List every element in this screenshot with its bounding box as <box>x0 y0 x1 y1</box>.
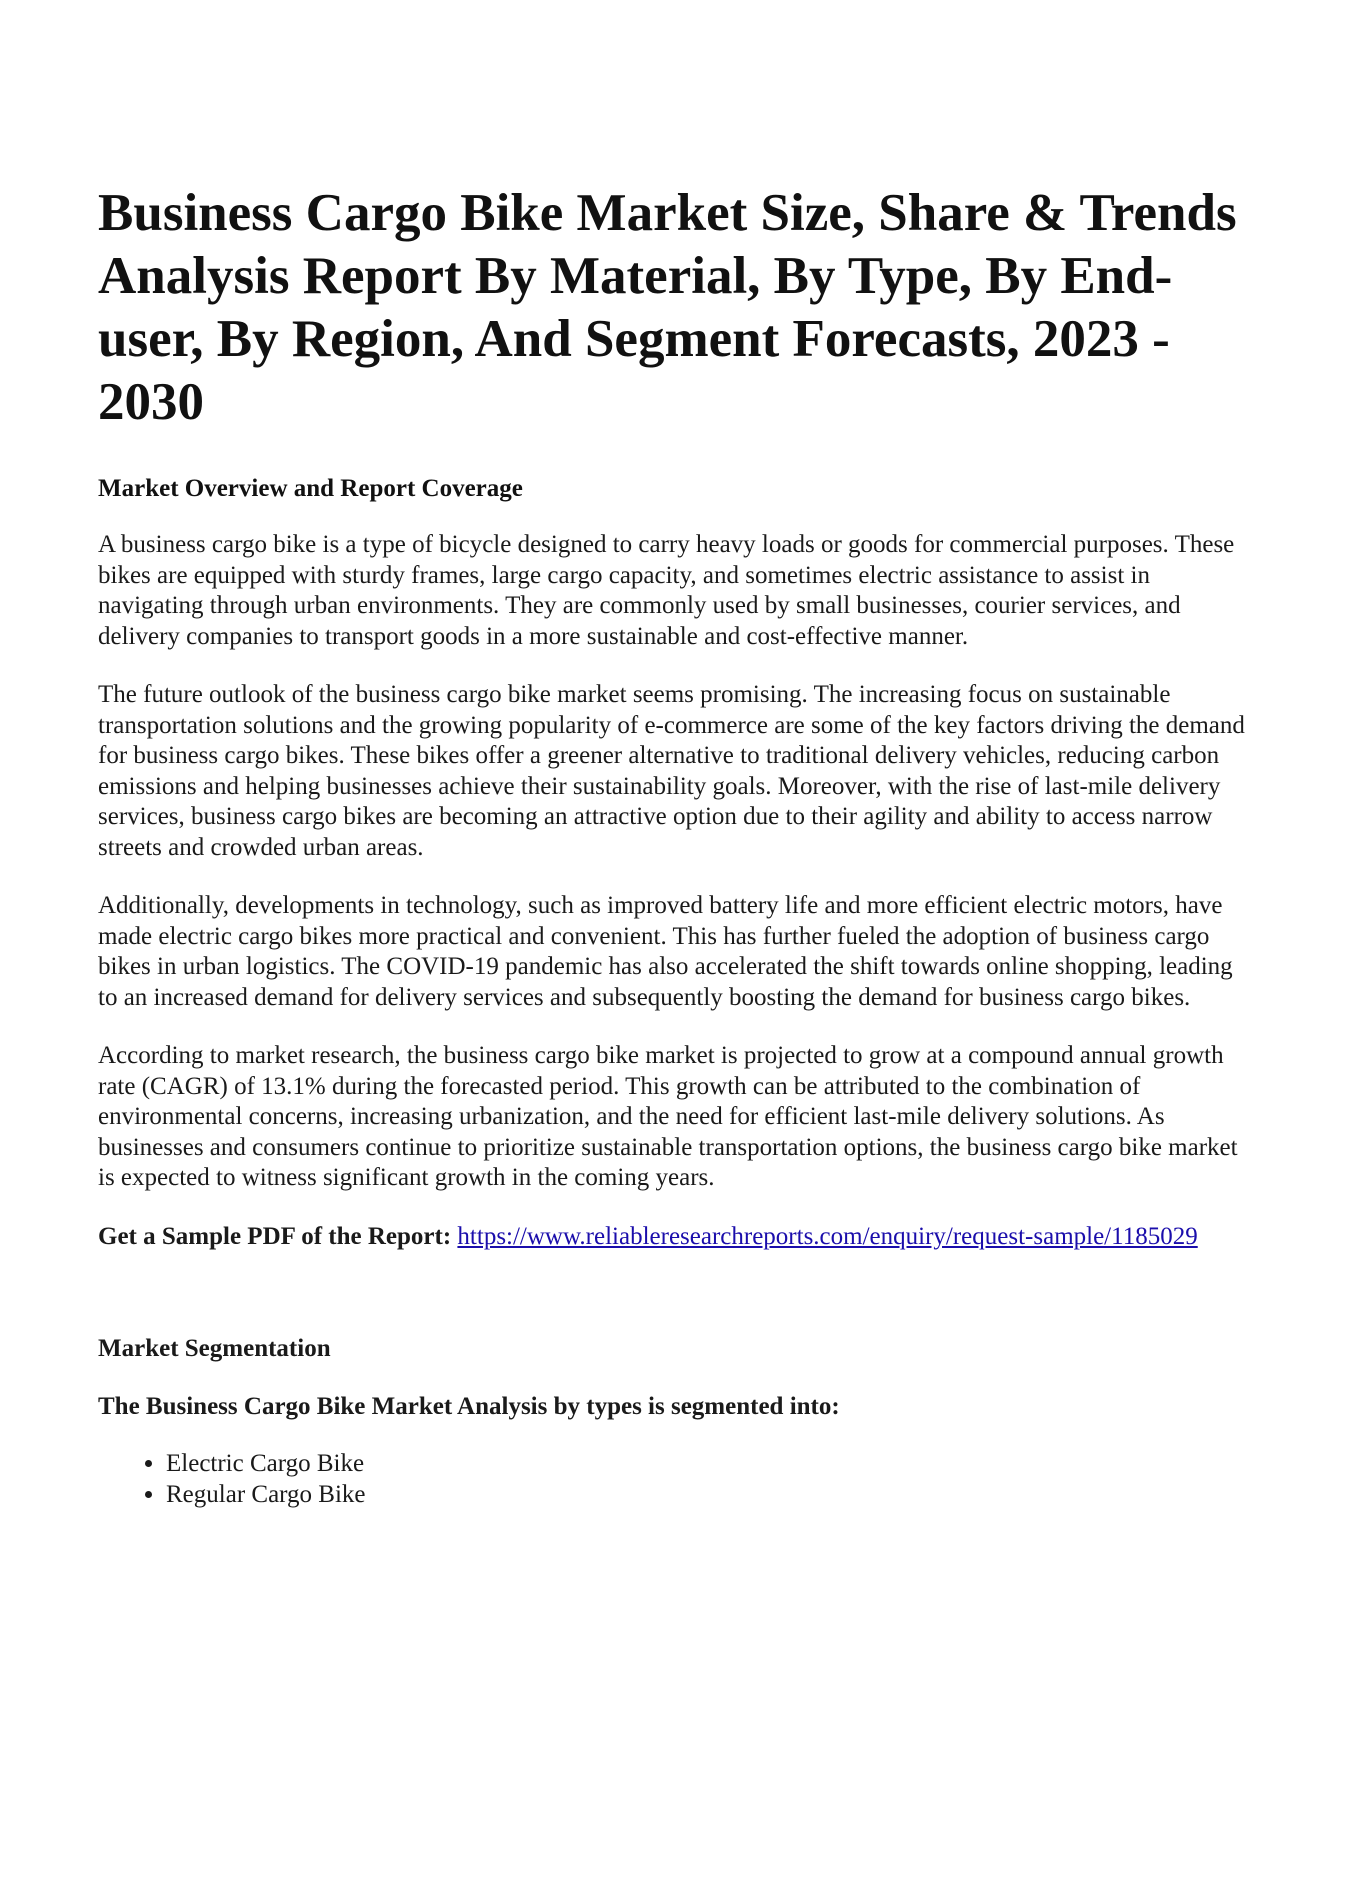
sample-pdf-line <box>98 1222 1258 1253</box>
market-segmentation-heading: Market Segmentation <box>98 1335 331 1362</box>
overview-paragraph-1: A business cargo bike is a type of bicycle designed to carry heavy loads or goods for commercial purposes. These bikes are equipped with sturdy frames, large cargo capacity, and sometimes electric assistance to assist in navigating through urban environments. They are commonly used by small businesses, courier services, and delivery companies to transport goods in a more sustainable and cost-effective manner. <box>98 531 1235 650</box>
sample-pdf-label: Get a Sample PDF of the Report: <box>98 1222 452 1250</box>
overview-paragraph-2: The future outlook of the business cargo bike market seems promising. The increasing focus on sustainable transportation solutions and the growing popularity of e-commerce are some of the key factors driving the demand for business cargo bikes. These bikes offer a greener alternative to traditional delivery vehicles, reducing carbon emissions and helping businesses achieve their sustainability goals. Moreover, with the rise of last-mile delivery services, business cargo bikes are becoming an attractive option due to their agility and ability to access narrow streets and crowded urban areas. <box>98 681 1245 861</box>
document-page <box>98 182 1258 1510</box>
list-item: • Electric Cargo Bike <box>166 1448 1258 1479</box>
overview-paragraph-3: Additionally, developments in technology, such as improved battery life and more efficient electric motors, have made electric cargo bikes more practical and convenient. This has further fueled the adoption of business cargo bikes in urban logistics. The COVID-19 pandemic has also accelerated the shift towards online shopping, leading to an increased demand for delivery services and subsequently boosting the demand for business cargo bikes. <box>98 892 1233 1011</box>
report-title: Business Cargo Bike Market Size, Share & Trends Analysis Report By Material, By Type, By End-user, By Region, And Segment Forecasts, 2023 - 2030 <box>98 184 1237 431</box>
types-list <box>98 1448 1258 1510</box>
overview-paragraph-4: According to market research, the business cargo bike market is projected to grow at a compound annual growth rate (CAGR) of 13.1% during the forecasted period. This growth can be attributed to the combination of environmental concerns, increasing urbanization, and the need for efficient last-mile delivery solutions. As businesses and consumers continue to prioritize sustainable transportation options, the business cargo bike market is expected to witness significant growth in the coming years. <box>98 1042 1238 1191</box>
list-item: • Regular Cargo Bike <box>166 1479 1258 1510</box>
types-segment-heading: The Business Cargo Bike Market Analysis by types is segmented into: <box>98 1393 840 1420</box>
sample-pdf-link[interactable]: https://www.reliableresearchreports.com/enquiry/request-sample/1185029 <box>457 1222 1198 1250</box>
market-overview-heading: Market Overview and Report Coverage <box>98 475 523 502</box>
